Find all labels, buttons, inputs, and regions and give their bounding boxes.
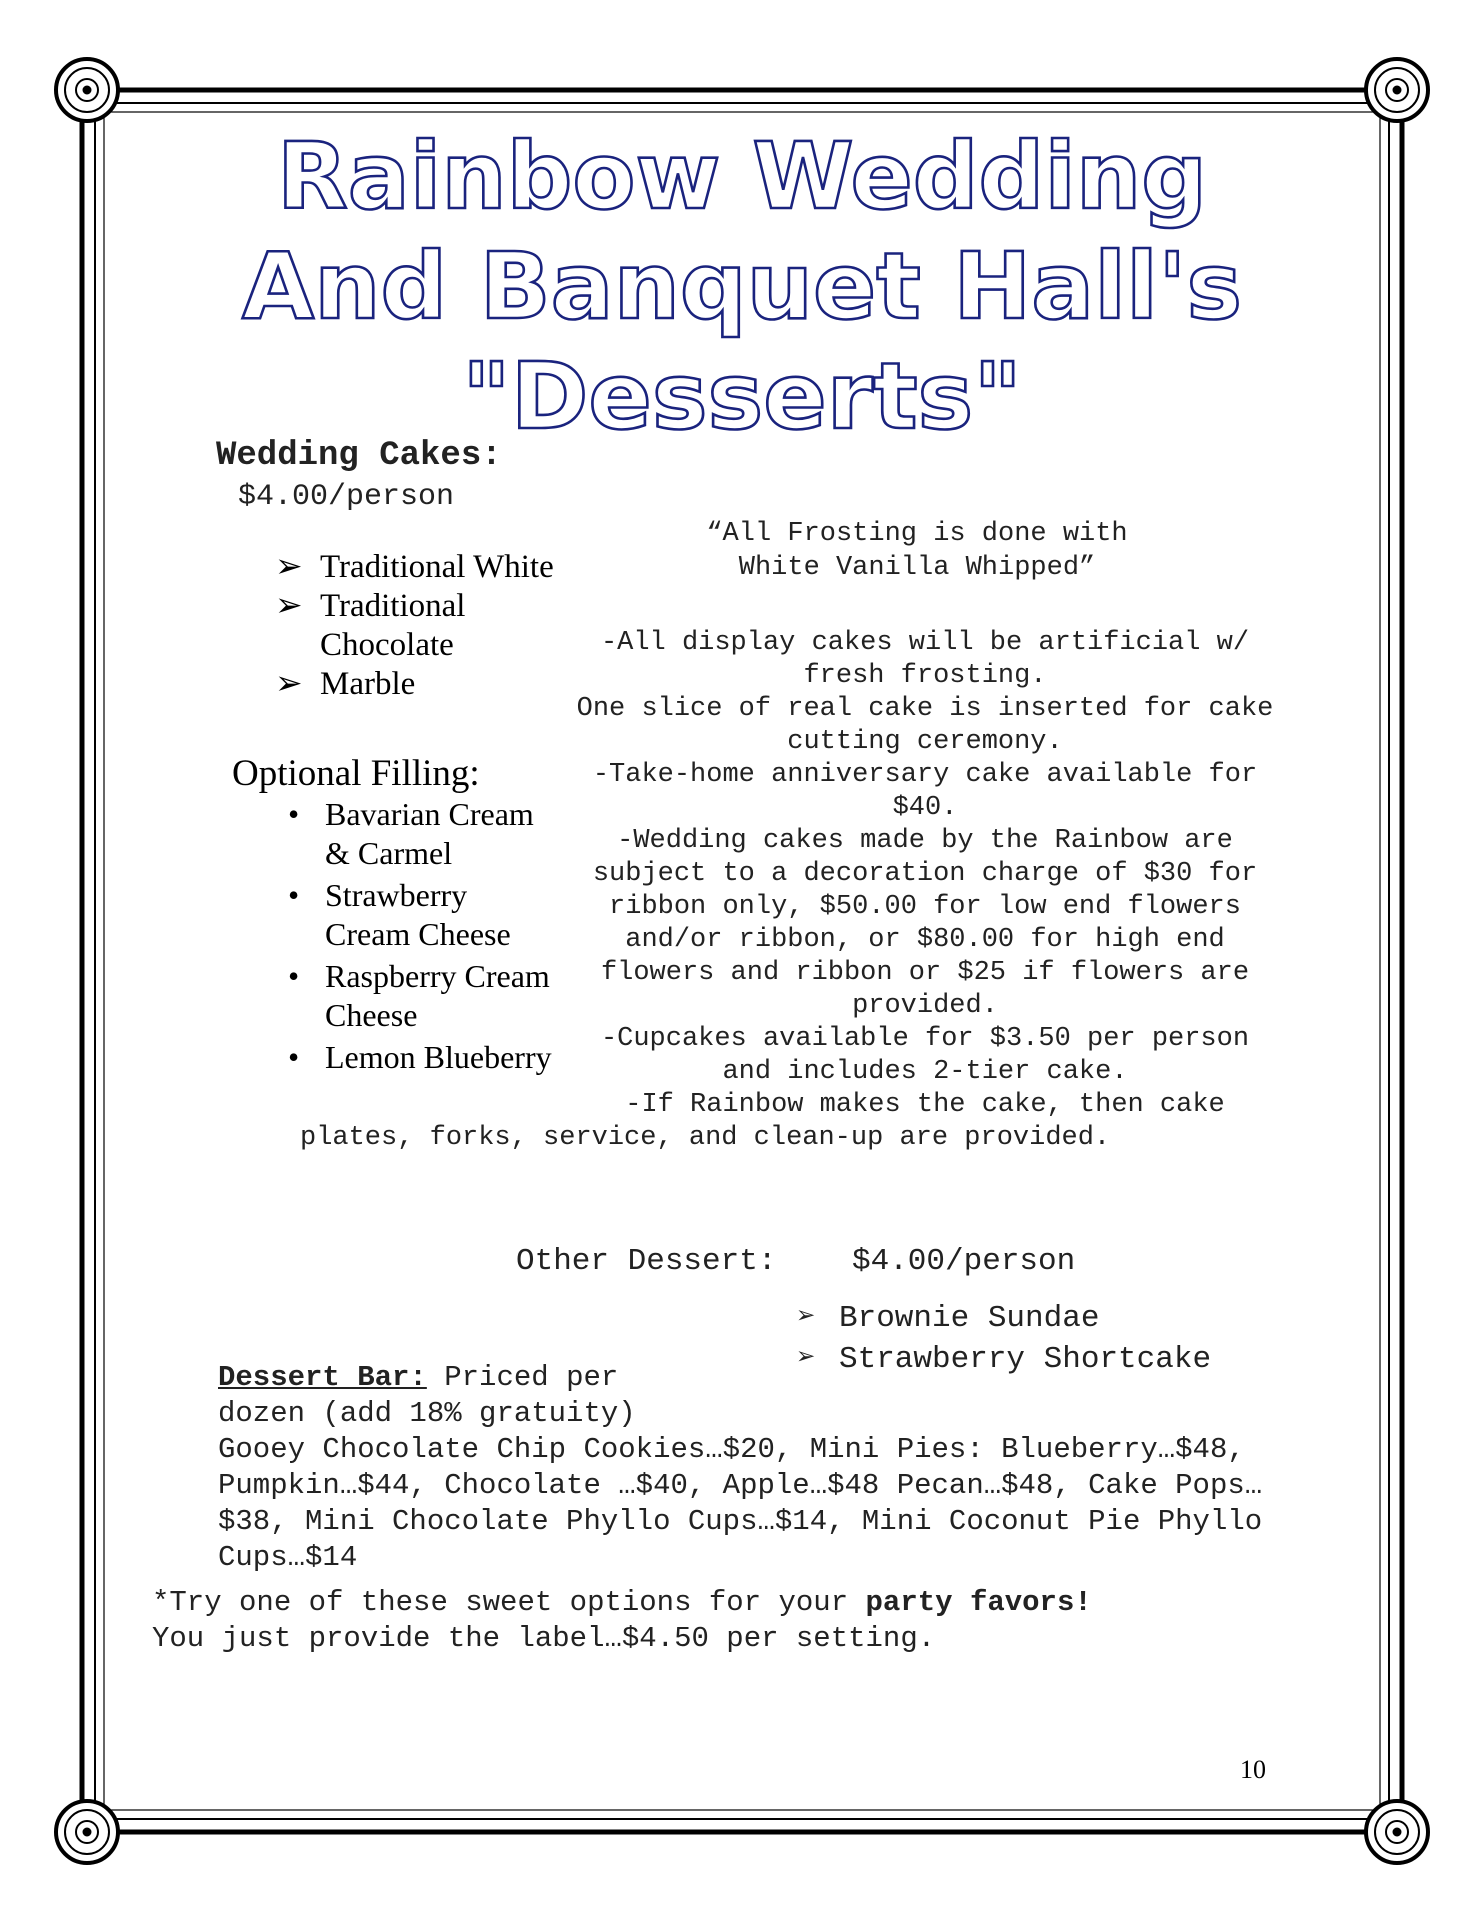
cake-note: -Cupcakes available for $3.50 per person and includes 2-tier cake. <box>600 1024 1250 1087</box>
cake-notes <box>575 627 1275 1122</box>
arrow-bullet-icon: ➢ <box>275 588 303 624</box>
list-item <box>797 1298 1211 1339</box>
dot-bullet-icon: • <box>288 958 300 994</box>
party-favors-line-1 <box>152 1585 1272 1621</box>
page-title <box>200 110 1284 450</box>
dessert-bar-section <box>218 1360 1278 1576</box>
arrow-bullet-icon: ➢ <box>275 549 303 585</box>
party-favors-note <box>152 1585 1272 1657</box>
list-item <box>285 795 555 873</box>
cake-notes-tail: plates, forks, service, and clean-up are provided. <box>300 1123 1111 1153</box>
corner-ornament-top-left <box>56 59 118 121</box>
dessert-bar-first-line <box>218 1360 1278 1396</box>
title-line-2: And Banquet Hall's <box>242 233 1242 340</box>
cake-flavor-list <box>275 548 575 704</box>
other-dessert-item: Strawberry Shortcake <box>839 1342 1212 1377</box>
title-line-3: "Desserts" <box>462 343 1022 450</box>
filling-label: Raspberry Cream Cheese <box>325 958 550 1033</box>
dot-bullet-icon: • <box>288 1039 300 1075</box>
dot-bullet-icon: • <box>288 796 300 832</box>
corner-ornament-bottom-right <box>1366 1801 1428 1863</box>
list-item <box>285 1038 555 1077</box>
other-dessert-label: Other Dessert: <box>516 1244 777 1279</box>
cake-flavor-label: Traditional Chocolate <box>320 588 466 663</box>
other-dessert-price: $4.00/person <box>852 1244 1076 1279</box>
dot-bullet-icon: • <box>288 877 300 913</box>
title-line-1: Rainbow Wedding <box>277 123 1207 230</box>
wedding-cakes-price: $4.00/person <box>238 480 455 514</box>
arrow-bullet-icon: ➢ <box>797 1301 816 1336</box>
filling-label: Strawberry Cream Cheese <box>325 877 511 952</box>
party-favors-bold: party favors! <box>865 1586 1092 1619</box>
wedding-cakes-heading: Wedding Cakes: <box>216 437 502 475</box>
cake-flavor-label: Traditional White <box>320 549 554 585</box>
cake-note: -Wedding cakes made by the Rainbow are subject to a decoration charge of $30 for ribbon only, $50.00 for low end flowers and/or ribbon, or $80.00 for high end flowers and ribbon or $25 if flowers are provided. <box>592 826 1258 1021</box>
cake-note: -Take-home anniversary cake available for $40. <box>592 760 1258 823</box>
cake-note: -If Rainbow makes the cake, then cake <box>625 1090 1225 1120</box>
filling-list <box>285 795 555 1080</box>
page-number: 10 <box>1240 1755 1266 1784</box>
dessert-bar-items: Gooey Chocolate Chip Cookies…$20, Mini Pies: Blueberry…$48, Pumpkin…$44, Chocolate …$40, Apple…$48 Pecan…$48, Cake Pops…$38, Mini Chocolate Phyllo Cups…$14, Mini Coconut Pie Phyllo Cups…$14 <box>218 1433 1263 1574</box>
other-dessert-item: Brownie Sundae <box>839 1301 1100 1336</box>
filling-label: Bavarian Cream & Carmel <box>325 796 534 871</box>
optional-filling-heading: Optional Filling: <box>232 753 480 794</box>
cake-note: -All display cakes will be artificial w/ fresh frosting. <box>600 628 1250 691</box>
party-favors-line-2: You just provide the label…$4.50 per setting. <box>152 1622 936 1655</box>
dessert-bar-priced: Priced per <box>444 1361 619 1394</box>
list-item <box>285 957 555 1035</box>
list-item <box>285 876 555 954</box>
list-item <box>275 665 575 704</box>
cake-note: One slice of real cake is inserted for cake cutting ceremony. <box>576 694 1274 757</box>
arrow-bullet-icon: ➢ <box>275 666 303 702</box>
dessert-bar-gratuity: dozen (add 18% gratuity) <box>218 1397 636 1430</box>
filling-label: Lemon Blueberry <box>325 1039 552 1075</box>
corner-ornament-top-right <box>1366 59 1428 121</box>
corner-ornament-bottom-left <box>56 1801 118 1863</box>
frosting-quote: “All Frosting is done with White Vanilla Whipped” <box>706 519 1128 583</box>
list-item <box>275 587 575 665</box>
cake-flavor-label: Marble <box>320 666 416 702</box>
arrow-bullet-icon: ➢ <box>797 1342 816 1377</box>
list-item <box>275 548 575 587</box>
dessert-bar-heading: Dessert Bar: <box>218 1361 427 1394</box>
party-favors-prefix: *Try one of these sweet options for your <box>152 1586 849 1619</box>
